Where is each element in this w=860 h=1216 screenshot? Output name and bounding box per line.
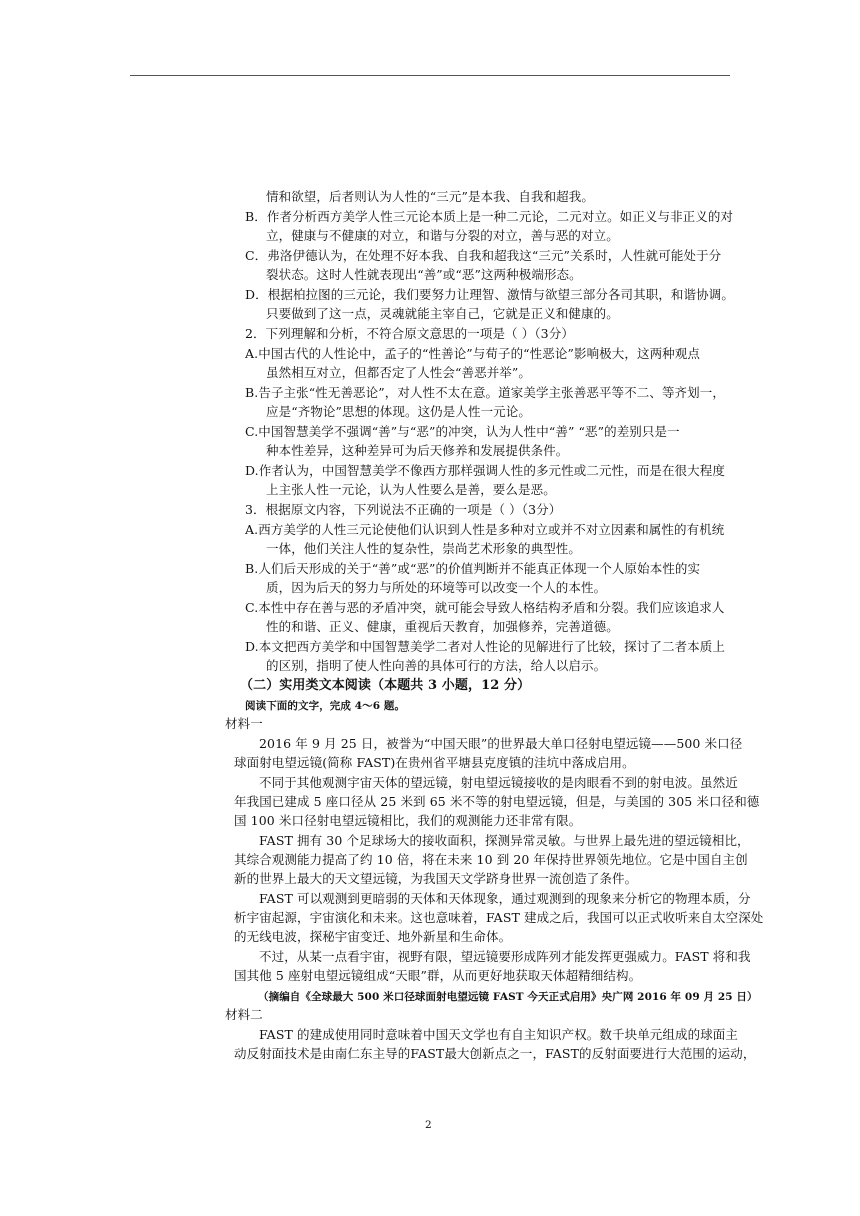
q1-option-c-line1: C．弗洛伊德认为，在处理不好本我、自我和超我这“三元”关系时，人性就可能处于分 (245, 248, 722, 263)
q3-option-b-line2: 质，因为后天的努力与所处的环境等可以改变一个人的本性。 (266, 580, 607, 595)
page-number: 2 (425, 1119, 432, 1131)
q3-option-c-line1: C.本性中存在善与恶的矛盾冲突，就可能会导致人格结构矛盾和分裂。我们应该追求人 (245, 600, 725, 615)
m1-paragraph4-line3: 的无线电波，探秘宇宙变迁、地外新星和生命体。 (234, 929, 512, 944)
m1-paragraph2-line3: 国 100 米口径射电望远镜相比，我们的观测能力还非常有限。 (234, 813, 582, 828)
m1-paragraph5-line2: 国其他 5 座射电望远镜组成“天眼”群，从而更好地获取天体超精细结构。 (234, 968, 642, 983)
m1-paragraph3-line2: 其综合观测能力提高了约 10 倍，将在未来 10 到 20 年保持世界领先地位。它是中国自主创 (234, 852, 748, 867)
q2-option-b-line1: B.告子主张“性无善恶论”，对人性不太在意。道家美学主张善恶平等不二、等齐划一， (245, 385, 725, 400)
m1-paragraph4-line2: 析宇宙起源，宇宙演化和未来。这也意味着，FAST 建成之后，我国可以正式收听来自太空深处 (234, 910, 764, 925)
m1-paragraph3-line1: FAST 拥有 30 个足球场大的接收面积，探测异常灵敏。与世界上最先进的望远镜相比， (259, 833, 750, 848)
material2-title: 材料二 (225, 1007, 263, 1022)
q1-option-d-line1: D．根据柏拉图的三元论，我们要努力让理智、激情与欲望三部分各司其职，和谐协调。 (245, 287, 734, 302)
q3-option-c-line2: 性的和谐、正义、健康，重视后天教育，加强修养，完善道德。 (266, 619, 619, 634)
q3-option-a-line2: 一体，他们关注人性的复杂性，崇尚艺术形象的典型性。 (266, 541, 582, 556)
m1-paragraph2-line1: 不同于其他观测宇宙天体的望远镜，射电望远镜接收的是肉眼看不到的射电波。虽然近 (259, 775, 738, 790)
section-instruction: 阅读下面的文字，完成 4～6 题。 (245, 700, 406, 712)
q2-option-c-line2: 种本性差异，这种差异可为后天修养和发展提供条件。 (266, 443, 569, 458)
m1-source-citation: （摘编自《全球最大 500 米口径球面射电望远镜 FAST 今天正式启用》央广网 2016 年 09 月 25 日） (258, 991, 758, 1003)
m2-paragraph1-line1: FAST 的建成使用同时意味着中国天文学也有自主知识产权。数千块单元组成的球面主 (259, 1027, 738, 1042)
q2-option-d-line2: 上主张人性一元论，认为人性要么是善，要么是恶。 (266, 482, 556, 497)
q1-option-c-line2: 裂状态。这时人性就表现出“善”或“恶”这两种极端形态。 (266, 267, 582, 282)
q3-option-d-line2: 的区别，指明了使人性向善的具体可行的方法，给人以启示。 (266, 658, 607, 673)
q2-option-c-line1: C.中国智慧美学不强调“善”与“恶”的冲突，认为人性中“善” “恶”的差别只是一 (245, 424, 680, 439)
m2-paragraph1-line2: 动反射面技术是由南仁东主导的FAST最大创新点之一，FAST的反射面要进行大范围的运动， (234, 1046, 756, 1061)
q2-option-d-line1: D.作者认为，中国智慧美学不像西方那样强调人性的多元性或二元性，而是在很大程度 (245, 463, 725, 478)
m1-paragraph5-line1: 不过，从某一点看宇宙，视野有限，望远镜要形成阵列才能发挥更强威力。FAST 将和我 (259, 949, 751, 964)
q3-option-a-line1: A.西方美学的人性三元论使他们认识到人性是多种对立或并不对立因素和属性的有机统 (245, 522, 725, 537)
section-heading: （二）实用类文本阅读（本题共 3 小题，12 分） (240, 678, 531, 693)
q3-option-d-line1: D.本文把西方美学和中国智慧美学二者对人性论的见解进行了比较，探讨了二者本质上 (245, 639, 725, 654)
q1-continuation: 情和欲望，后者则认为人性的“三元”是本我、自我和超我。 (266, 189, 594, 204)
q1-option-b-line2: 立，健康与不健康的对立，和谐与分裂的对立，善与恶的对立。 (266, 228, 619, 243)
q2-stem: 2．下列理解和分析，不符合原文意思的一项是（ ）（3分） (245, 326, 574, 341)
m1-paragraph1-line1: 2016 年 9 月 25 日，被誉为“中国天眼”的世界最大单口径射电望远镜——500 米口径 (259, 736, 743, 751)
q2-option-b-line2: 应是“齐物论”思想的体现。这仍是人性一元论。 (266, 404, 531, 419)
q1-option-d-line2: 只要做到了这一点，灵魂就能主宰自己，它就是正义和健康的。 (266, 306, 619, 321)
q3-stem: 3．根据原文内容，下列说法不正确的一项是（ ）（3分） (245, 502, 562, 517)
m1-paragraph1-line2: 球面射电望远镜(简称 FAST)在贵州省平塘县克度镇的洼坑中落成启用。 (234, 755, 635, 770)
material1-title: 材料一 (225, 716, 263, 731)
m1-paragraph2-line2: 年我国已建成 5 座口径从 25 米到 65 米不等的射电望远镜，但是，与美国的 305 米口径和德 (234, 794, 760, 809)
q2-option-a-line2: 虽然相互对立，但都否定了人性会“善恶并举”。 (266, 365, 531, 380)
m1-paragraph4-line1: FAST 可以观测到更暗弱的天体和天体现象，通过观测到的现象来分析它的物理本质，分 (259, 891, 751, 906)
q1-option-b-line1: B．作者分析西方美学人性三元论本质上是一种二元论，二元对立。如正义与非正义的对 (245, 209, 734, 224)
q3-option-b-line1: B.人们后天形成的关于“善”或“恶”的价值判断并不能真正体现一个人原始本性的实 (245, 561, 701, 576)
q2-option-a-line1: A.中国古代的人性论中，孟子的“性善论”与荀子的“性恶论”影响极大，这两种观点 (245, 346, 700, 361)
m1-paragraph3-line3: 新的世界上最大的天文望远镜，为我国天文学跻身世界一流创造了条件。 (234, 871, 638, 886)
